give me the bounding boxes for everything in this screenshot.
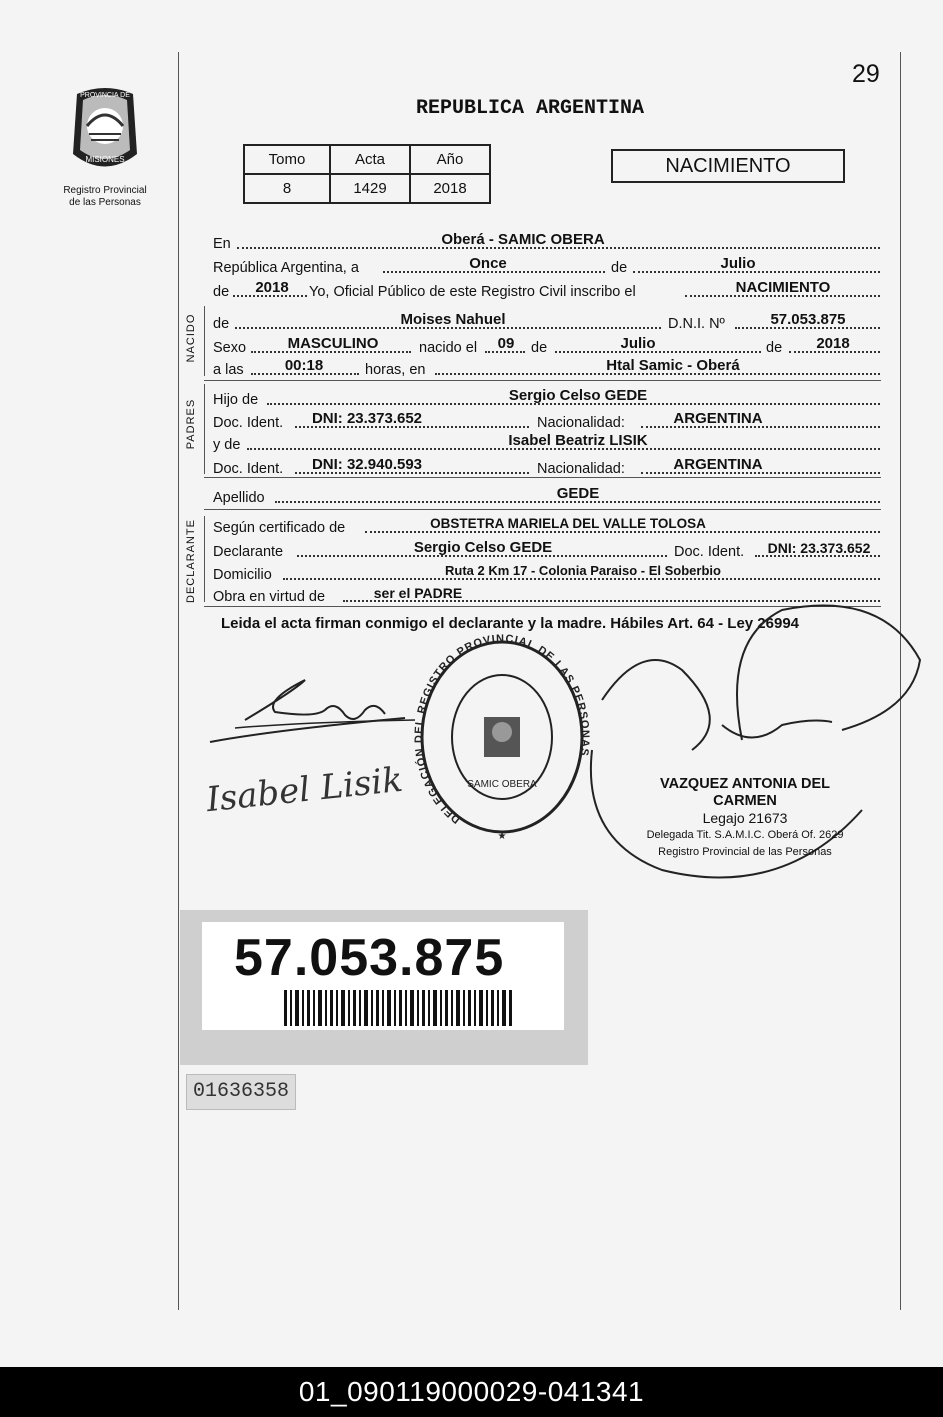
field-label: Obra en virtud de: [213, 589, 326, 605]
field-value: Sergio Celso GEDE: [508, 387, 648, 404]
serial-number: 01636358: [186, 1074, 296, 1110]
barcode-icon: [284, 990, 514, 1026]
act-type-box: NACIMIENTO: [611, 149, 845, 183]
field-padre-doc: [213, 409, 880, 431]
svg-text:DELEGACIÓN DEL REGISTRO PROVIN: DELEGACIÓN DEL REGISTRO PROVINCIAL DE LAS PERSONAS: [413, 632, 592, 826]
field-value: Htal Samic - Oberá: [606, 357, 740, 374]
field-en: [213, 230, 880, 252]
field-hora: [213, 356, 880, 378]
field-madre: [213, 431, 880, 453]
field-value: 57.053.875: [770, 311, 846, 328]
field-value: Ruta 2 Km 17 - Colonia Paraiso - El Soberbio: [445, 563, 721, 578]
field-certificado: [213, 514, 880, 536]
field-value: DNI: 23.373.652: [767, 540, 871, 556]
barcode-label: [180, 910, 588, 1065]
field-value: OBSTETRA MARIELA DEL VALLE TOLOSA: [430, 516, 706, 531]
table-cell: 2018: [410, 174, 490, 203]
logo-caption-line2: de las Personas: [69, 197, 141, 208]
official-stamp-text: [630, 776, 860, 861]
svg-text:PROVINCIA DE: PROVINCIA DE: [80, 92, 130, 99]
field-value: ARGENTINA: [673, 456, 763, 473]
page-number: 29: [852, 60, 880, 88]
reference-table: [243, 144, 491, 204]
official-legajo: Legajo 21673: [702, 810, 788, 826]
field-label: Nacionalidad:: [537, 415, 625, 431]
field-inscribo: [213, 278, 880, 300]
section-divider: [204, 380, 881, 381]
barcode-inner: [202, 922, 564, 1030]
field-label: Doc. Ident.: [674, 544, 745, 560]
field-label: Domicilio: [213, 567, 272, 583]
field-label: de: [213, 316, 230, 332]
field-label: República Argentina, a: [213, 260, 359, 276]
table-header: Acta: [330, 145, 410, 174]
field-label: Según certificado de: [213, 520, 346, 536]
field-value: Once: [469, 255, 507, 272]
svg-text:★: ★: [497, 831, 507, 842]
registry-logo: [60, 84, 150, 209]
logo-caption-line1: Registro Provincial: [63, 185, 147, 196]
field-value: 2018: [816, 335, 850, 352]
field-declarante: [213, 538, 880, 560]
field-value: Isabel Beatriz LISIK: [508, 432, 648, 449]
field-value: Julio: [620, 335, 656, 352]
field-nombre: [213, 310, 880, 332]
field-label: Apellido: [213, 490, 265, 506]
field-value: ARGENTINA: [673, 410, 763, 427]
field-label: Declarante: [213, 544, 284, 560]
barcode-number: 57.053.875: [234, 929, 505, 987]
field-value: Moises Nahuel: [400, 311, 506, 328]
field-label: Doc. Ident.: [213, 415, 284, 431]
field-value: NACIMIENTO: [735, 279, 831, 296]
field-value: GEDE: [556, 485, 600, 502]
field-label: Nacionalidad:: [537, 461, 625, 477]
closing-statement: Leida el acta firman conmigo el declarante y la madre. Hábiles Art. 64 - Ley 26994: [221, 615, 800, 632]
field-value: Julio: [720, 255, 756, 272]
field-label: Yo, Oficial Público de este Registro Civil inscribo el: [309, 284, 636, 300]
field-sexo: [213, 334, 880, 356]
field-label: En: [213, 236, 231, 252]
field-apellido: [213, 484, 880, 506]
province-seal-icon: [63, 84, 147, 176]
field-label: y de: [213, 437, 241, 453]
field-value: Oberá - SAMIC OBERA: [441, 231, 605, 248]
field-value: Sergio Celso GEDE: [413, 539, 553, 556]
field-value: DNI: 23.373.652: [311, 410, 423, 427]
field-value: DNI: 32.940.593: [311, 456, 423, 473]
field-label: de: [611, 260, 628, 276]
mother-signature: Isabel Lisik: [204, 759, 405, 821]
field-domicilio: [213, 561, 880, 583]
field-value: 00:18: [284, 357, 324, 374]
field-label: de: [213, 284, 230, 300]
field-label: nacido el: [419, 340, 478, 356]
table-cell: 8: [244, 174, 330, 203]
official-org: Registro Provincial de las Personas: [658, 846, 832, 858]
field-value: 2018: [255, 279, 289, 296]
section-label-nacido: NACIDO: [185, 313, 197, 363]
field-madre-doc: [213, 455, 880, 477]
field-label: horas, en: [365, 362, 426, 378]
official-stamp: [412, 632, 592, 847]
field-label: Sexo: [213, 340, 247, 356]
section-divider: [204, 477, 881, 478]
svg-text:SAMIC OBERA: SAMIC OBERA: [467, 779, 537, 790]
field-label: D.N.I. Nº: [668, 316, 725, 332]
father-signature: [205, 670, 420, 750]
section-bracket: [204, 384, 205, 474]
field-label: a las: [213, 362, 244, 378]
field-label: de: [531, 340, 548, 356]
table-cell: 1429: [330, 174, 410, 203]
field-padre: [213, 386, 880, 408]
field-value: 09: [497, 335, 515, 352]
official-name: VAZQUEZ ANTONIA DEL CARMEN: [660, 776, 830, 809]
document-title: REPUBLICA ARGENTINA: [415, 97, 645, 120]
official-role: Delegada Tit. S.A.M.I.C. Oberá Of. 2629: [646, 829, 844, 841]
left-margin-line: [178, 52, 179, 1310]
section-label-declarante: DECLARANTE: [185, 519, 197, 603]
field-fecha: [213, 254, 880, 276]
svg-text:MISIONES: MISIONES: [85, 155, 125, 164]
section-bracket: [204, 306, 205, 376]
field-label: Doc. Ident.: [213, 461, 284, 477]
section-divider: [204, 509, 881, 510]
field-value: ser el PADRE: [373, 585, 463, 601]
field-label: de: [766, 340, 783, 356]
footer-caption: 01_090119000029-041341: [0, 1367, 943, 1417]
table-header: Tomo: [244, 145, 330, 174]
table-header: Año: [410, 145, 490, 174]
field-value: MASCULINO: [287, 335, 379, 352]
section-label-padres: PADRES: [185, 398, 197, 450]
field-label: Hijo de: [213, 392, 259, 408]
section-bracket: [204, 516, 205, 602]
